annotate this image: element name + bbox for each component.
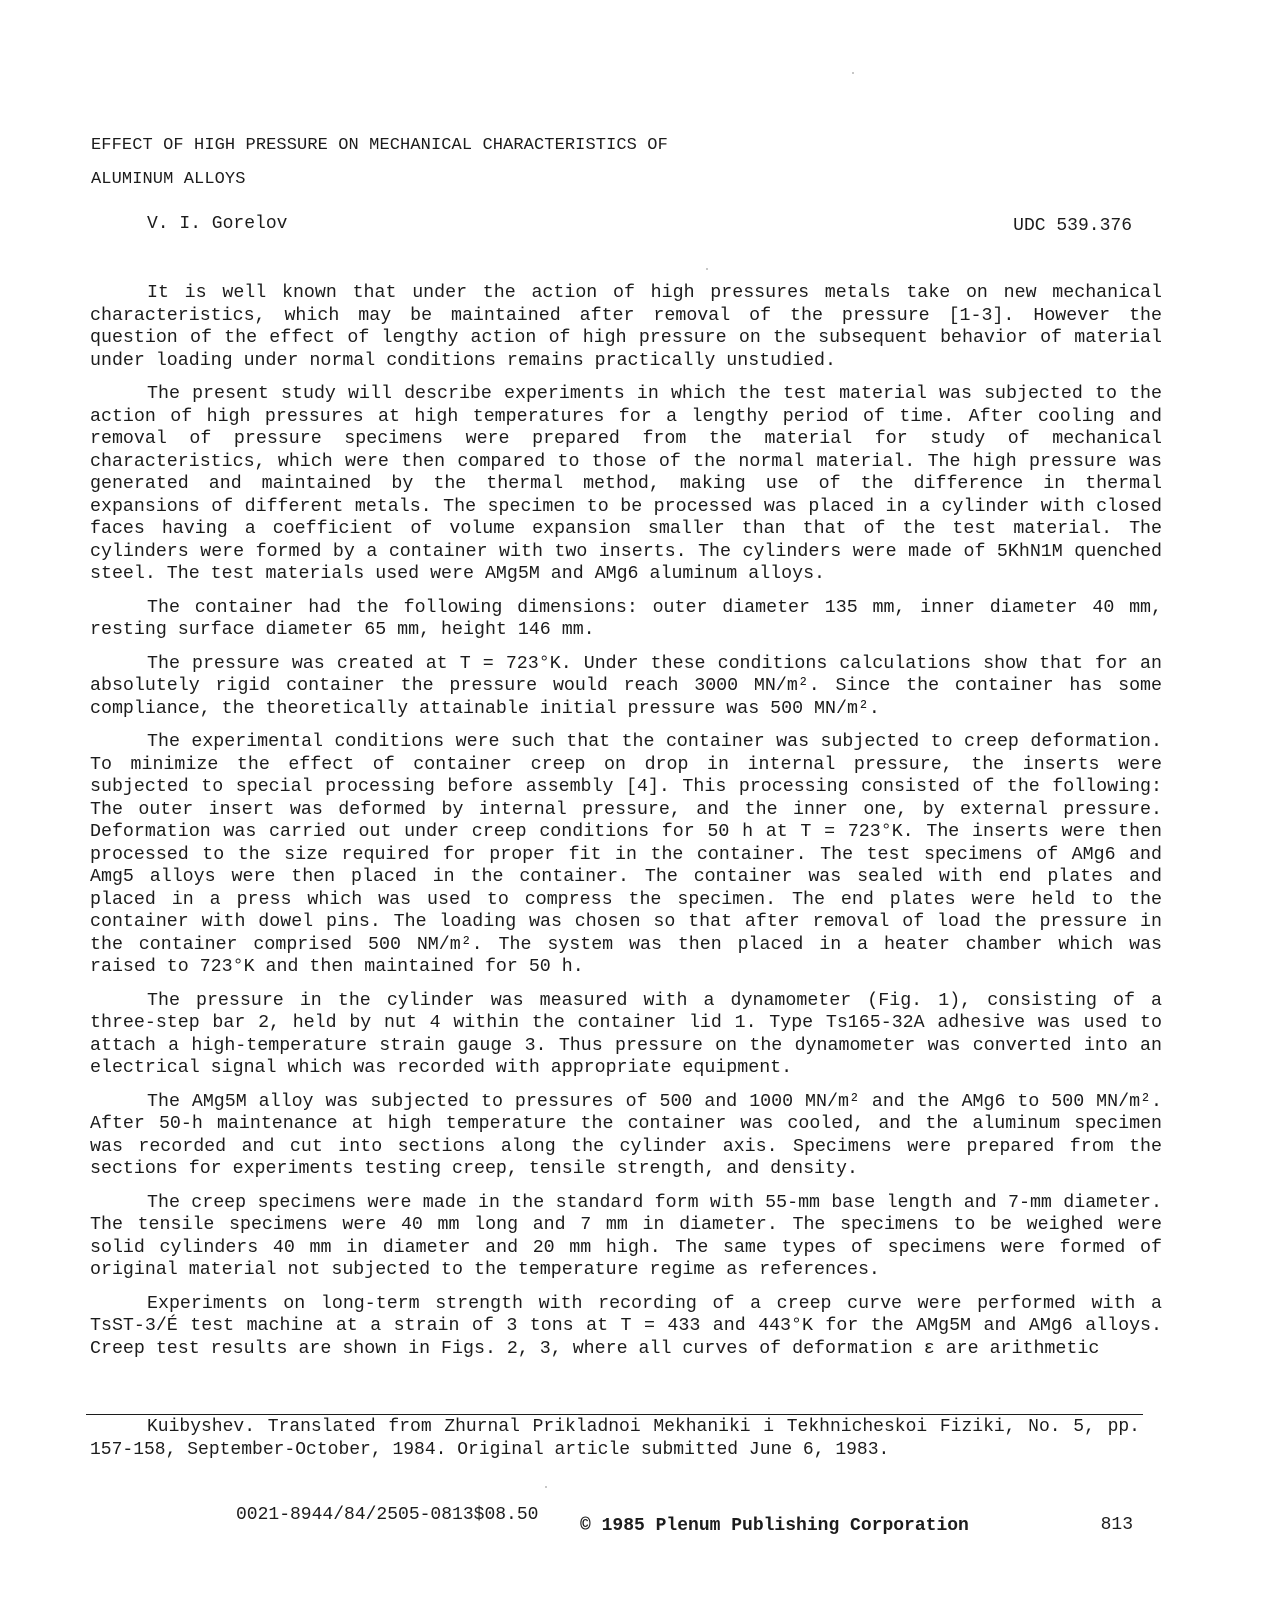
scan-speck: [852, 72, 854, 74]
scan-speck: [706, 268, 708, 270]
paragraph: The creep specimens were made in the standard form with 55-mm base length and 7-mm diameter. The tensile specimens were 40 mm long and 7 mm in diameter. The specimens to be weighed were solid cylinders 40 mm in diameter and 20 mm high. The same types of specimens were formed of original material not subjected to the temperature regime as references.: [90, 1192, 1162, 1280]
paragraph: The present study will describe experiments in which the test material was subjected to the action of high pressures at high temperatures for a lengthy period of time. After cooling and removal of pressure specimens were prepared from the material for study of mechanical characteristics, which were then compared to those of the normal material. The high pressure was generated and maintained by the thermal method, making use of the difference in thermal expansions of different metals. The specimen to be processed was placed in a cylinder with closed faces having a coefficient of volume expansion smaller than that of the test material. The cylinders were formed by a container with two inserts. The cylinders were made of 5KhN1M quenched steel. The test materials used were AMg5M and AMg6 aluminum alloys.: [90, 384, 1162, 584]
udc-code: UDC 539.376: [1013, 216, 1132, 236]
copyright-notice: © 1985 Plenum Publishing Corporation: [580, 1516, 969, 1536]
paragraph: The container had the following dimensions: outer diameter 135 mm, inner diameter 40 mm, resting surface diameter 65 mm, height 146 mm.: [90, 597, 1162, 640]
author: V. I. Gorelov: [147, 214, 288, 234]
scan-speck: [545, 1486, 547, 1488]
footnote-text: Kuibyshev. Translated from Zhurnal Prikladnoi Mekhaniki i Tekhnicheskoi Fiziki, No. 5, pp. 157-158, September-October, 1984. Original article submitted June 6, 1983.: [90, 1417, 1140, 1460]
footnote-divider: [86, 1414, 1143, 1415]
paragraph: The pressure in the cylinder was measured with a dynamometer (Fig. 1), consisting of a three-step bar 2, held by nut 4 within the container lid 1. Type Ts165-32A adhesive was used to attach a high-temperature strain gauge 3. Thus pressure on the dynamometer was converted into an electrical signal which was recorded with appropriate equipment.: [90, 990, 1162, 1078]
article-title-line-1: EFFECT OF HIGH PRESSURE ON MECHANICAL CHARACTERISTICS OF: [91, 136, 668, 155]
article-body: [90, 282, 1162, 1371]
page-number: 813: [1100, 1515, 1133, 1535]
paragraph: Experiments on long-term strength with recording of a creep curve were performed with a TsST-3/É test machine at a strain of 3 tons at T = 433 and 443°K for the AMg5M and AMg6 alloys. Creep test results are shown in Figs. 2, 3, where all curves of deformation ε are arithmetic: [90, 1293, 1162, 1359]
footnote: [90, 1416, 1140, 1462]
publication-code: 0021-8944/84/2505-0813$08.50: [236, 1505, 539, 1525]
article-title-line-2: ALUMINUM ALLOYS: [91, 170, 246, 189]
paragraph: The pressure was created at T = 723°K. Under these conditions calculations show that for an absolutely rigid container the pressure would reach 3000 MN/m². Since the container has some compliance, the theoretically attainable initial pressure was 500 MN/m².: [90, 653, 1162, 719]
paragraph: The experimental conditions were such that the container was subjected to creep deformation. To minimize the effect of container creep on drop in internal pressure, the inserts were subjected to special processing before assembly [4]. This processing consisted of the following: The outer insert was deformed by internal pressure, and the inner one, by external pressure. Deformation was carried out under creep conditions for 50 h at T = 723°K. The inserts were then processed to the size required for proper fit in the container. The test specimens of AMg6 and Amg5 alloys were then placed in the container. The container was sealed with end plates and placed in a press which was used to compress the specimen. The end plates were held to the container with dowel pins. The loading was chosen so that after removal of load the pressure in the container comprised 500 NM/m². The system was then placed in a heater chamber which was raised to 723°K and then maintained for 50 h.: [90, 732, 1162, 977]
paragraph: It is well known that under the action of high pressures metals take on new mechanical characteristics, which may be maintained after removal of the pressure [1-3]. However the question of the effect of lengthy action of high pressure on the subsequent behavior of material under loading under normal conditions remains practically unstudied.: [90, 283, 1162, 371]
paragraph: The AMg5M alloy was subjected to pressures of 500 and 1000 MN/m² and the AMg6 to 500 MN/m². After 50-h maintenance at high temperature the container was cooled, and the aluminum specimen was recorded and cut into sections along the cylinder axis. Specimens were prepared from the sections for experiments testing creep, tensile strength, and density.: [90, 1091, 1162, 1179]
